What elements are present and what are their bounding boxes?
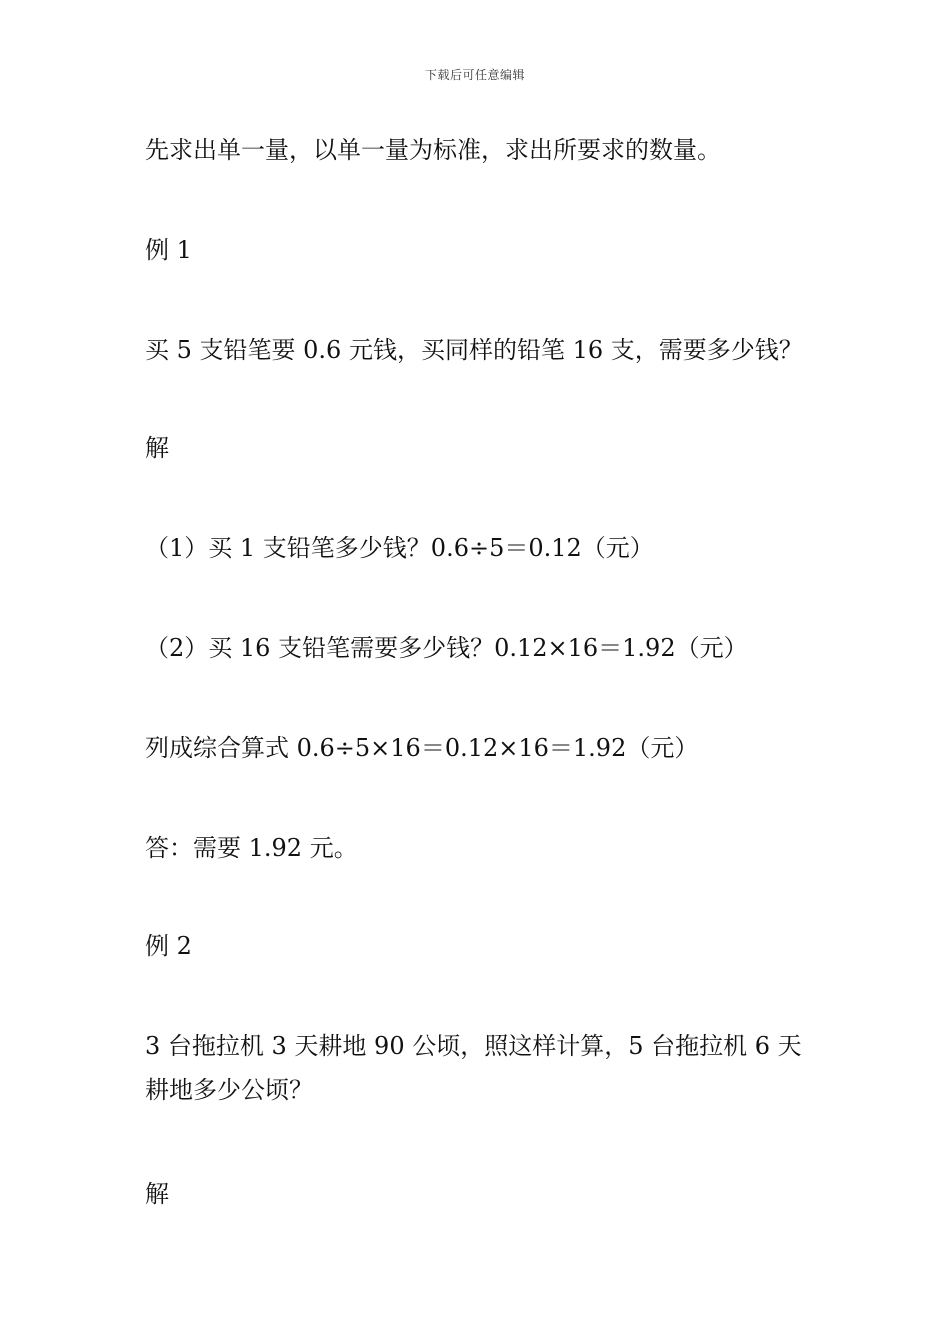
example-1-answer: 答：需要 1.92 元。 xyxy=(145,834,358,862)
example-1-combined-formula: 列成综合算式 0.6÷5×16＝0.12×16＝1.92（元） xyxy=(145,734,699,762)
intro-paragraph: 先求出单一量，以单一量为标准，求出所要求的数量。 xyxy=(145,136,721,164)
example-1-title: 例 1 xyxy=(145,236,192,264)
example-2-problem: 3 台拖拉机 3 天耕地 90 公顷，照这样计算，5 台拖拉机 6 天耕地多少公顷？ xyxy=(145,1032,802,1104)
example-1-problem: 买 5 支铅笔要 0.6 元钱，买同样的铅笔 16 支，需要多少钱？ xyxy=(145,336,803,364)
page-header-note: 下载后可任意编辑 xyxy=(424,68,525,82)
example-2-title: 例 2 xyxy=(145,932,192,960)
example-1-step-2: （2）买 16 支铅笔需要多少钱？0.12×16＝1.92（元） xyxy=(145,634,748,662)
example-1-step-1: （1）买 1 支铅笔多少钱？0.6÷5＝0.12（元） xyxy=(145,534,654,562)
example-1-solution-label: 解 xyxy=(145,434,169,462)
example-2-solution-label: 解 xyxy=(145,1180,169,1208)
